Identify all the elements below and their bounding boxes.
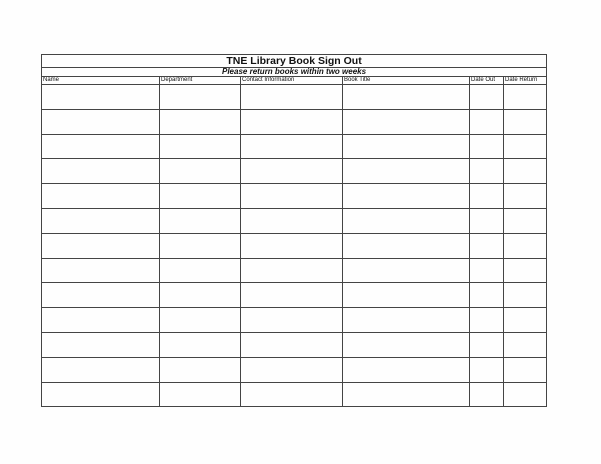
cell-book-title[interactable] — [343, 283, 470, 308]
table-row — [42, 283, 547, 308]
cell-date-out[interactable] — [470, 159, 504, 184]
cell-name[interactable] — [42, 332, 160, 357]
cell-date-return[interactable] — [504, 382, 547, 407]
table-row — [42, 184, 547, 209]
cell-name[interactable] — [42, 184, 160, 209]
cell-name[interactable] — [42, 208, 160, 233]
cell-department[interactable] — [160, 308, 241, 333]
cell-name[interactable] — [42, 308, 160, 333]
column-header-date-out: Date Out — [470, 77, 504, 85]
cell-book-title[interactable] — [343, 208, 470, 233]
header-row — [42, 77, 547, 85]
cell-book-title[interactable] — [343, 85, 470, 110]
cell-name[interactable] — [42, 233, 160, 258]
cell-contact-information[interactable] — [241, 85, 343, 110]
cell-contact-information[interactable] — [241, 357, 343, 382]
cell-name[interactable] — [42, 258, 160, 283]
cell-date-return[interactable] — [504, 283, 547, 308]
cell-date-return[interactable] — [504, 208, 547, 233]
cell-contact-information[interactable] — [241, 109, 343, 134]
table-row — [42, 109, 547, 134]
cell-date-return[interactable] — [504, 332, 547, 357]
cell-name[interactable] — [42, 283, 160, 308]
cell-contact-information[interactable] — [241, 159, 343, 184]
cell-department[interactable] — [160, 283, 241, 308]
sheet-subtitle: Please return books within two weeks — [42, 68, 547, 77]
cell-contact-information[interactable] — [241, 332, 343, 357]
cell-department[interactable] — [160, 85, 241, 110]
cell-date-out[interactable] — [470, 109, 504, 134]
column-header-date-return: Date Return — [504, 77, 547, 85]
table-row — [42, 258, 547, 283]
table-row — [42, 208, 547, 233]
cell-book-title[interactable] — [343, 332, 470, 357]
cell-date-return[interactable] — [504, 134, 547, 159]
cell-contact-information[interactable] — [241, 233, 343, 258]
cell-name[interactable] — [42, 85, 160, 110]
cell-department[interactable] — [160, 159, 241, 184]
cell-book-title[interactable] — [343, 134, 470, 159]
cell-date-out[interactable] — [470, 308, 504, 333]
column-header-contact-information: Contact Information — [241, 77, 343, 85]
cell-book-title[interactable] — [343, 258, 470, 283]
cell-contact-information[interactable] — [241, 208, 343, 233]
cell-department[interactable] — [160, 258, 241, 283]
cell-date-out[interactable] — [470, 184, 504, 209]
table-row — [42, 134, 547, 159]
cell-contact-information[interactable] — [241, 258, 343, 283]
cell-book-title[interactable] — [343, 357, 470, 382]
cell-department[interactable] — [160, 233, 241, 258]
table-row — [42, 85, 547, 110]
cell-date-return[interactable] — [504, 184, 547, 209]
cell-date-return[interactable] — [504, 308, 547, 333]
table-row — [42, 159, 547, 184]
cell-contact-information[interactable] — [241, 308, 343, 333]
cell-date-out[interactable] — [470, 357, 504, 382]
cell-date-return[interactable] — [504, 159, 547, 184]
cell-date-return[interactable] — [504, 357, 547, 382]
table-row — [42, 308, 547, 333]
cell-department[interactable] — [160, 184, 241, 209]
cell-department[interactable] — [160, 357, 241, 382]
cell-date-return[interactable] — [504, 258, 547, 283]
column-header-name: Name — [42, 77, 160, 85]
cell-date-out[interactable] — [470, 283, 504, 308]
cell-date-return[interactable] — [504, 109, 547, 134]
cell-book-title[interactable] — [343, 109, 470, 134]
cell-department[interactable] — [160, 382, 241, 407]
cell-contact-information[interactable] — [241, 184, 343, 209]
cell-date-out[interactable] — [470, 382, 504, 407]
table-row — [42, 357, 547, 382]
sheet-title: TNE Library Book Sign Out — [42, 55, 547, 68]
cell-contact-information[interactable] — [241, 134, 343, 159]
cell-name[interactable] — [42, 134, 160, 159]
cell-department[interactable] — [160, 134, 241, 159]
cell-department[interactable] — [160, 208, 241, 233]
cell-name[interactable] — [42, 159, 160, 184]
column-header-department: Department — [160, 77, 241, 85]
cell-book-title[interactable] — [343, 382, 470, 407]
cell-name[interactable] — [42, 357, 160, 382]
table-row — [42, 332, 547, 357]
cell-date-out[interactable] — [470, 233, 504, 258]
cell-name[interactable] — [42, 382, 160, 407]
column-header-book-title: Book Title — [343, 77, 470, 85]
cell-date-return[interactable] — [504, 85, 547, 110]
cell-contact-information[interactable] — [241, 382, 343, 407]
cell-book-title[interactable] — [343, 184, 470, 209]
cell-date-out[interactable] — [470, 258, 504, 283]
sign-out-table — [41, 54, 547, 407]
cell-date-out[interactable] — [470, 332, 504, 357]
cell-date-out[interactable] — [470, 85, 504, 110]
cell-date-out[interactable] — [470, 208, 504, 233]
cell-date-out[interactable] — [470, 134, 504, 159]
cell-book-title[interactable] — [343, 308, 470, 333]
cell-contact-information[interactable] — [241, 283, 343, 308]
cell-department[interactable] — [160, 332, 241, 357]
table-row — [42, 382, 547, 407]
cell-date-return[interactable] — [504, 233, 547, 258]
cell-book-title[interactable] — [343, 233, 470, 258]
table-row — [42, 233, 547, 258]
cell-book-title[interactable] — [343, 159, 470, 184]
cell-name[interactable] — [42, 109, 160, 134]
cell-department[interactable] — [160, 109, 241, 134]
